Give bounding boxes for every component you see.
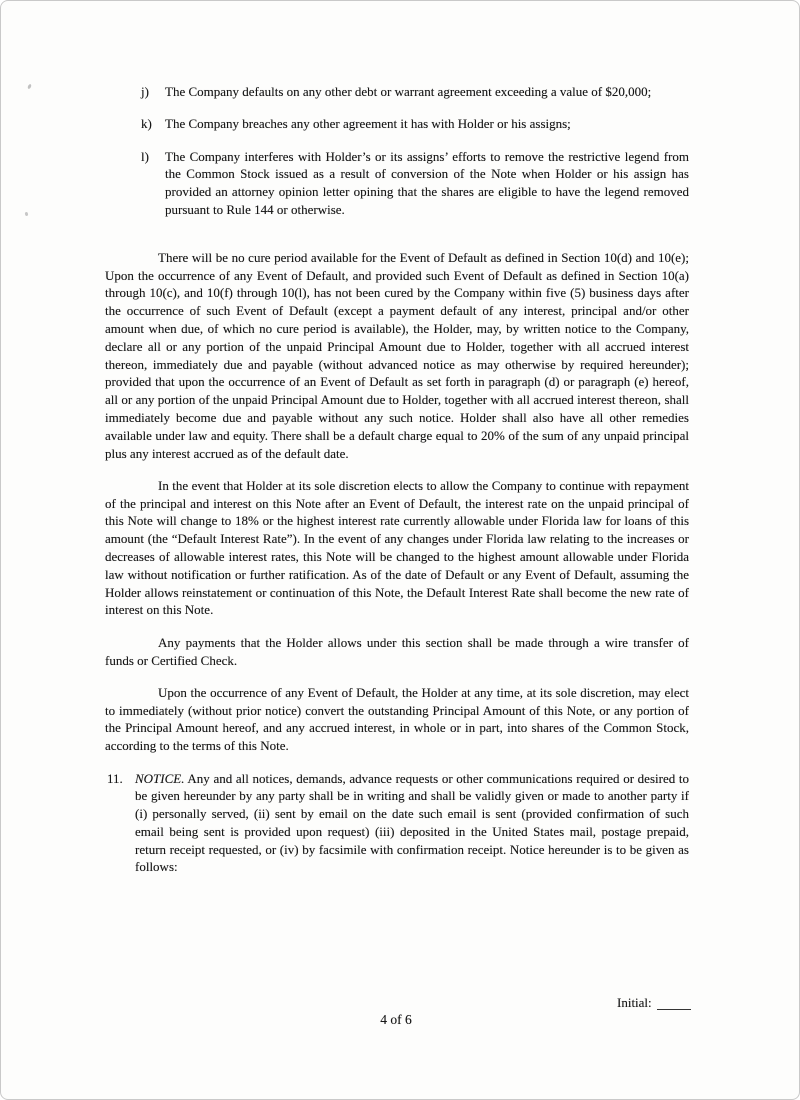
initial-line xyxy=(617,995,691,1011)
section-11-title: NOTICE. xyxy=(135,770,185,786)
section-11-notice xyxy=(105,770,689,877)
default-clause-list xyxy=(141,83,689,219)
section-11-body: Any and all notices, demands, advance requests or other communications required or desired to be given hereunder by any party shall be in writing and shall be validly given or made to another party if (i) personally served, (ii) sent by email on the date such email is sent (provided confirmation of such email being sent is provided upon request) (iii) deposited in the United States mail, postage prepaid, return receipt requested, or (iv) by facsimile with confirmation receipt. Notice hereunder is to be given as follows: xyxy=(135,770,689,875)
scan-speck xyxy=(27,84,32,90)
clause-l-label: l) xyxy=(141,148,149,164)
clause-j-text: The Company defaults on any other debt or warrant agreement exceeding a value of $20,000; xyxy=(165,84,652,99)
paragraph-default-interest-rate: In the event that Holder at its sole discretion elects to allow the Company to continue with repayment of the principal and interest on this Note after an Event of Default, the interest rate on the unpaid principal of this Note will change to 18% or the highest interest rate currently allowable under Florida law for loans of this amount (the “Default Interest Rate”). In the event of any changes under Florida law relating to the increases or decreases of allowable interest rates, this Note will be changed to the highest amount allowable under Florida law without notification or further ratification. As of the date of Default or any Event of Default, assuming the Holder allows reinstatement or continuation of this Note, the Default Interest Rate shall become the new rate of interest on this Note. xyxy=(105,477,689,618)
clause-j-label: j) xyxy=(141,84,149,99)
paragraph-payment-method: Any payments that the Holder allows under this section shall be made through a wire transfer of funds or Certified Check. xyxy=(105,634,689,668)
clause-l xyxy=(141,148,689,219)
initial-blank-field xyxy=(657,996,691,1010)
clause-l-text: The Company interferes with Holder’s or its assigns’ efforts to remove the restrictive legend from the Common Stock issued as a result of conversion of the Note when Holder or his assign has provided an attorney opinion letter opining that the shares are eligible to have the legend removed pursuant to Rule 144 or otherwise. xyxy=(165,148,689,217)
clause-k-text: The Company breaches any other agreement it has with Holder or his assigns; xyxy=(165,116,571,132)
paragraph-conversion-election: Upon the occurrence of any Event of Default, the Holder at any time, at its sole discretion, may elect to immediately (without prior notice) convert the outstanding Principal Amount of this Note, or any portion of the Principal Amount hereof, and any accrued interest, in whole or in part, into shares of the Common Stock, according to the terms of this Note. xyxy=(105,684,689,754)
section-11-number: 11. xyxy=(107,770,123,786)
initial-label: Initial: xyxy=(617,995,652,1010)
clause-j xyxy=(141,83,689,101)
clause-k-label: k) xyxy=(141,116,152,132)
page-body xyxy=(105,83,689,876)
clause-k xyxy=(141,115,689,133)
page-number: 4 of 6 xyxy=(380,1012,412,1027)
paragraph-cure-period: There will be no cure period available for the Event of Default as defined in Section 10(d) and 10(e); Upon the occurrence of any Event of Default, and provided such Event of Default as defined in Section 10(a) through 10(c), and 10(f) through 10(l), has not been cured by the Company within five (5) business days after the occurrence of such Event of Default (except a payment default of any interest, principal and/or other amount when due, of which no cure period is available), the Holder, may, by written notice to the Company, declare all or any portion of the unpaid Principal Amount due to Holder, together with all accrued interest thereon, immediately due and payable (without advanced notice as may otherwise by required hereunder); provided that upon the occurrence of an Event of Default as set forth in paragraph (d) or paragraph (e) hereof, all or any portion of the unpaid Principal Amount due to Holder, together with all accrued interest thereon, shall immediately become due and payable without any such notice. Holder shall also have all other remedies available under law and equity. There shall be a default charge equal to 20% of the sum of any unpaid principal plus any interest accrued as of the default date. xyxy=(105,249,689,461)
scan-speck xyxy=(25,212,29,217)
